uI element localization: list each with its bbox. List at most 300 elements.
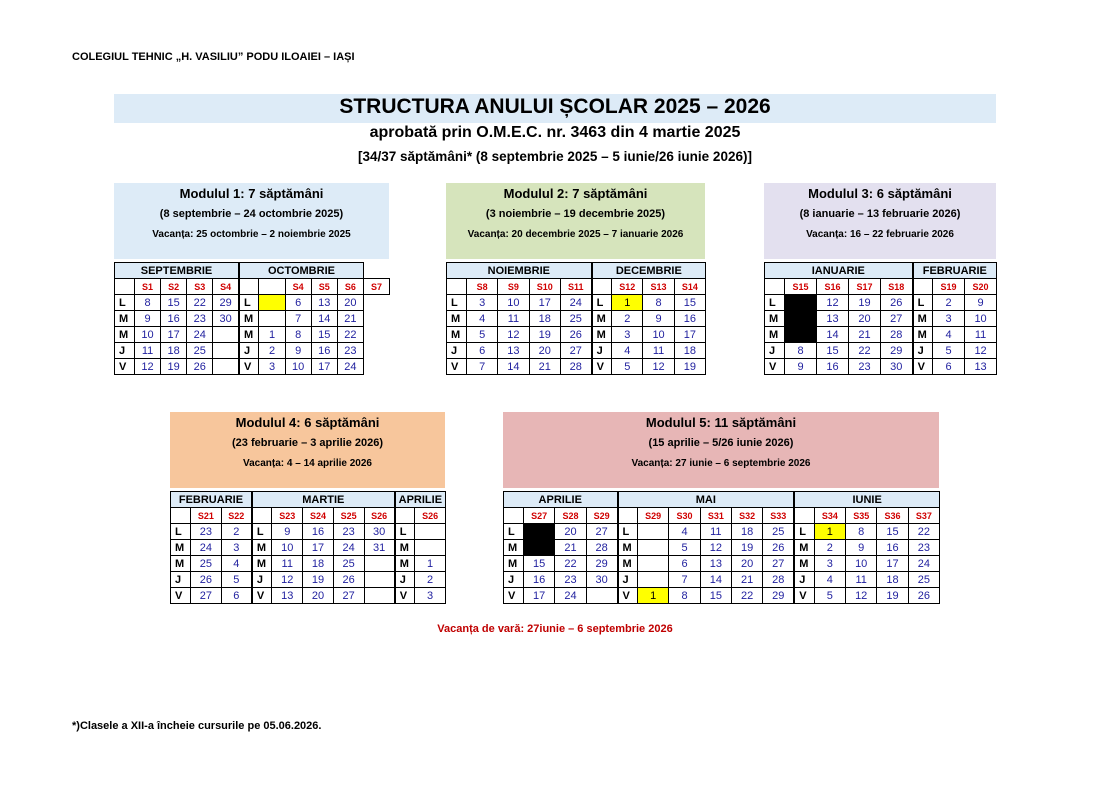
day-cell: 10 <box>846 556 877 572</box>
day-cell <box>785 295 817 311</box>
weekday-label: L <box>395 524 415 540</box>
weekday-label: M <box>171 540 191 556</box>
day-cell: 9 <box>285 343 311 359</box>
weekday-label: J <box>395 572 415 588</box>
weekday-label: M <box>395 540 415 556</box>
day-cell: 21 <box>732 572 763 588</box>
day-cell: 3 <box>259 359 285 375</box>
weekday-label: M <box>765 311 785 327</box>
weekday-label: M <box>913 311 933 327</box>
day-cell: 10 <box>135 327 161 343</box>
week-number: S9 <box>498 279 529 295</box>
day-cell: 10 <box>498 295 529 311</box>
day-cell: 18 <box>161 343 187 359</box>
week-number: S23 <box>272 508 303 524</box>
weekday-label: M <box>618 556 638 572</box>
module-5-header <box>503 412 939 488</box>
day-cell: 9 <box>135 311 161 327</box>
day-cell: 6 <box>285 295 311 311</box>
day-cell: 20 <box>529 343 560 359</box>
weekday-label: M <box>794 556 814 572</box>
day-cell <box>638 524 669 540</box>
calendar-module-1 <box>114 262 390 375</box>
week-number: S29 <box>586 508 617 524</box>
week-number: S26 <box>364 508 395 524</box>
day-cell: 20 <box>555 524 586 540</box>
day-cell: 2 <box>612 311 643 327</box>
summer-vacation: Vacanța de vară: 27iunie – 6 septembrie 2026 <box>437 623 673 635</box>
day-cell: 30 <box>213 311 239 327</box>
page-title: STRUCTURA ANULUI ȘCOLAR 2025 – 2026 <box>339 95 771 118</box>
module-1-header <box>114 183 389 259</box>
weekday-label: J <box>115 343 135 359</box>
day-cell: 22 <box>849 343 881 359</box>
day-cell: 3 <box>467 295 498 311</box>
weekday-label: M <box>447 327 467 343</box>
day-cell: 16 <box>524 572 555 588</box>
day-cell: 25 <box>763 524 794 540</box>
week-number <box>115 279 135 295</box>
day-cell: 1 <box>612 295 643 311</box>
day-cell: 28 <box>586 540 617 556</box>
day-cell: 30 <box>364 524 395 540</box>
day-cell: 17 <box>877 556 908 572</box>
school-name: COLEGIUL TEHNIC „H. VASILIU” PODU ILOAIEI – IAȘI <box>72 51 355 63</box>
weekday-label: V <box>794 588 814 604</box>
day-cell: 12 <box>700 540 731 556</box>
weekday-label: J <box>447 343 467 359</box>
week-number: S16 <box>817 279 849 295</box>
day-cell: 19 <box>877 588 908 604</box>
day-cell: 29 <box>213 295 239 311</box>
day-cell: 13 <box>498 343 529 359</box>
week-number: S20 <box>965 279 997 295</box>
week-number: S33 <box>763 508 794 524</box>
week-number: S3 <box>187 279 213 295</box>
day-cell: 13 <box>700 556 731 572</box>
month-header: OCTOMBRIE <box>239 263 363 279</box>
day-cell: 11 <box>498 311 529 327</box>
day-cell: 11 <box>700 524 731 540</box>
month-header: FEBRUARIE <box>171 492 252 508</box>
day-cell: 23 <box>555 572 586 588</box>
week-number: S29 <box>638 508 669 524</box>
week-number <box>794 508 814 524</box>
weekday-label: L <box>252 524 272 540</box>
day-cell: 19 <box>161 359 187 375</box>
weekday-label: V <box>171 588 191 604</box>
day-cell: 26 <box>908 588 939 604</box>
module-2-period: (3 noiembrie – 19 decembrie 2025) <box>485 208 666 220</box>
day-cell: 5 <box>669 540 700 556</box>
day-cell: 28 <box>560 359 591 375</box>
week-number: S15 <box>785 279 817 295</box>
weekday-label: J <box>239 343 259 359</box>
week-number: S31 <box>700 508 731 524</box>
day-cell: 26 <box>187 359 213 375</box>
day-cell: 9 <box>785 359 817 375</box>
weekday-label: J <box>252 572 272 588</box>
day-cell: 9 <box>965 295 997 311</box>
day-cell: 24 <box>187 327 213 343</box>
day-cell: 4 <box>669 524 700 540</box>
weekday-label: L <box>592 295 612 311</box>
module-1-vacation: Vacanța: 25 octombrie – 2 noiembrie 2025 <box>152 229 351 240</box>
weekday-label: V <box>115 359 135 375</box>
school-year-weeks: [34/37 săptămâni* (8 septembrie 2025 – 5 iunie/26 iunie 2026)] <box>358 149 752 164</box>
day-cell: 26 <box>763 540 794 556</box>
day-cell <box>638 556 669 572</box>
day-cell <box>213 327 239 343</box>
day-cell: 1 <box>814 524 845 540</box>
module-3-vacation: Vacanța: 16 – 22 februarie 2026 <box>806 229 954 240</box>
weekday-label: M <box>504 540 524 556</box>
day-cell <box>259 295 285 311</box>
day-cell: 2 <box>415 572 446 588</box>
week-number: S4 <box>285 279 311 295</box>
day-cell: 5 <box>814 588 845 604</box>
day-cell: 3 <box>814 556 845 572</box>
day-cell: 4 <box>612 343 643 359</box>
module-3-header <box>764 183 996 259</box>
day-cell <box>364 588 395 604</box>
weekday-label: V <box>447 359 467 375</box>
day-cell: 8 <box>135 295 161 311</box>
day-cell: 10 <box>643 327 674 343</box>
day-cell: 4 <box>933 327 965 343</box>
week-number: S32 <box>732 508 763 524</box>
day-cell: 3 <box>933 311 965 327</box>
calendar-module-3 <box>764 262 997 375</box>
day-cell: 8 <box>669 588 700 604</box>
day-cell: 26 <box>881 295 913 311</box>
week-number: S17 <box>849 279 881 295</box>
day-cell: 2 <box>814 540 845 556</box>
day-cell: 17 <box>311 359 337 375</box>
day-cell: 9 <box>846 540 877 556</box>
week-number: S4 <box>213 279 239 295</box>
day-cell: 9 <box>643 311 674 327</box>
week-number: S18 <box>881 279 913 295</box>
day-cell: 26 <box>560 327 591 343</box>
weekday-label: J <box>592 343 612 359</box>
day-cell <box>415 540 446 556</box>
day-cell <box>638 572 669 588</box>
day-cell: 6 <box>933 359 965 375</box>
day-cell: 13 <box>965 359 997 375</box>
weekday-label: L <box>504 524 524 540</box>
day-cell: 24 <box>560 295 591 311</box>
day-cell: 3 <box>415 588 446 604</box>
day-cell <box>364 556 395 572</box>
day-cell: 5 <box>221 572 252 588</box>
week-number: S14 <box>674 279 705 295</box>
day-cell: 10 <box>965 311 997 327</box>
day-cell: 7 <box>669 572 700 588</box>
weekday-label: M <box>447 311 467 327</box>
weekday-label: L <box>765 295 785 311</box>
month-header: APRILIE <box>504 492 618 508</box>
day-cell: 8 <box>643 295 674 311</box>
week-number: S1 <box>135 279 161 295</box>
day-cell: 19 <box>674 359 705 375</box>
day-cell: 14 <box>700 572 731 588</box>
day-cell: 10 <box>272 540 303 556</box>
month-header: DECEMBRIE <box>592 263 706 279</box>
day-cell: 4 <box>814 572 845 588</box>
day-cell: 28 <box>763 572 794 588</box>
day-cell: 22 <box>908 524 939 540</box>
calendar-module-2 <box>446 262 706 375</box>
week-number: S26 <box>415 508 446 524</box>
day-cell: 20 <box>303 588 334 604</box>
day-cell: 19 <box>849 295 881 311</box>
week-number <box>913 279 933 295</box>
weekday-label: V <box>913 359 933 375</box>
day-cell: 23 <box>333 524 364 540</box>
day-cell: 7 <box>467 359 498 375</box>
day-cell: 24 <box>333 540 364 556</box>
weekday-label: L <box>794 524 814 540</box>
day-cell: 18 <box>877 572 908 588</box>
day-cell: 26 <box>333 572 364 588</box>
weekday-label: J <box>171 572 191 588</box>
day-cell: 17 <box>303 540 334 556</box>
weekday-label: J <box>504 572 524 588</box>
week-number: S6 <box>337 279 363 295</box>
module-2-header <box>446 183 705 259</box>
day-cell: 16 <box>311 343 337 359</box>
week-number <box>504 508 524 524</box>
day-cell: 15 <box>311 327 337 343</box>
day-cell: 16 <box>303 524 334 540</box>
day-cell: 27 <box>586 524 617 540</box>
day-cell <box>586 588 617 604</box>
day-cell: 24 <box>555 588 586 604</box>
day-cell: 12 <box>498 327 529 343</box>
weekday-label: M <box>252 540 272 556</box>
module-1-title: Modulul 1: 7 săptămâni <box>179 186 324 201</box>
weekday-label: J <box>765 343 785 359</box>
day-cell: 14 <box>817 327 849 343</box>
week-number: S34 <box>814 508 845 524</box>
week-number: S12 <box>612 279 643 295</box>
day-cell <box>259 311 285 327</box>
week-number: S10 <box>529 279 560 295</box>
weekday-label: V <box>618 588 638 604</box>
day-cell: 1 <box>259 327 285 343</box>
month-header: IUNIE <box>794 492 939 508</box>
day-cell: 5 <box>467 327 498 343</box>
day-cell: 19 <box>303 572 334 588</box>
month-header: NOIEMBRIE <box>447 263 592 279</box>
calendar-module-4 <box>170 491 446 604</box>
week-number: S25 <box>333 508 364 524</box>
day-cell: 13 <box>817 311 849 327</box>
week-number <box>765 279 785 295</box>
weekday-label: M <box>395 556 415 572</box>
week-number <box>618 508 638 524</box>
day-cell: 17 <box>161 327 187 343</box>
day-cell: 23 <box>187 311 213 327</box>
day-cell: 5 <box>933 343 965 359</box>
day-cell: 22 <box>337 327 363 343</box>
weekday-label: L <box>115 295 135 311</box>
module-4-header <box>170 412 445 488</box>
weekday-label: J <box>794 572 814 588</box>
weekday-label: V <box>765 359 785 375</box>
day-cell: 30 <box>586 572 617 588</box>
day-cell: 15 <box>674 295 705 311</box>
day-cell: 3 <box>221 540 252 556</box>
day-cell: 16 <box>877 540 908 556</box>
weekday-label: L <box>618 524 638 540</box>
day-cell: 17 <box>524 588 555 604</box>
day-cell: 27 <box>333 588 364 604</box>
day-cell: 8 <box>285 327 311 343</box>
weekday-label: V <box>592 359 612 375</box>
day-cell: 16 <box>161 311 187 327</box>
weekday-label: M <box>171 556 191 572</box>
day-cell: 6 <box>221 588 252 604</box>
day-cell: 13 <box>272 588 303 604</box>
month-header: MARTIE <box>252 492 395 508</box>
weekday-label: V <box>504 588 524 604</box>
month-header: SEPTEMBRIE <box>115 263 239 279</box>
day-cell: 27 <box>881 311 913 327</box>
day-cell: 2 <box>221 524 252 540</box>
day-cell: 21 <box>555 540 586 556</box>
weekday-label: L <box>447 295 467 311</box>
day-cell: 3 <box>612 327 643 343</box>
day-cell: 11 <box>135 343 161 359</box>
day-cell: 4 <box>467 311 498 327</box>
module-4-period: (23 februarie – 3 aprilie 2026) <box>231 437 384 449</box>
day-cell: 22 <box>555 556 586 572</box>
day-cell: 4 <box>221 556 252 572</box>
day-cell <box>524 524 555 540</box>
day-cell: 5 <box>612 359 643 375</box>
day-cell: 15 <box>700 588 731 604</box>
day-cell: 8 <box>846 524 877 540</box>
module-1-period: (8 septembrie – 24 octombrie 2025) <box>159 208 344 220</box>
day-cell: 14 <box>498 359 529 375</box>
day-cell: 19 <box>732 540 763 556</box>
day-cell: 12 <box>965 343 997 359</box>
day-cell: 31 <box>364 540 395 556</box>
week-number: S22 <box>221 508 252 524</box>
module-3-title: Modulul 3: 6 săptămâni <box>808 186 952 201</box>
day-cell: 22 <box>187 295 213 311</box>
module-5-title: Modulul 5: 11 săptămâni <box>645 415 797 430</box>
page-subtitle: aprobată prin O.M.E.C. nr. 3463 din 4 martie 2025 <box>369 124 741 141</box>
day-cell <box>415 524 446 540</box>
weekday-label: L <box>913 295 933 311</box>
week-number: S21 <box>191 508 222 524</box>
week-number <box>395 508 415 524</box>
weekday-label: V <box>239 359 259 375</box>
day-cell: 10 <box>285 359 311 375</box>
day-cell: 23 <box>849 359 881 375</box>
day-cell: 18 <box>529 311 560 327</box>
day-cell: 18 <box>303 556 334 572</box>
day-cell: 21 <box>337 311 363 327</box>
module-3-period: (8 ianuarie – 13 februarie 2026) <box>799 208 961 220</box>
day-cell: 29 <box>881 343 913 359</box>
weekday-label: M <box>618 540 638 556</box>
day-cell: 12 <box>817 295 849 311</box>
day-cell: 18 <box>674 343 705 359</box>
week-number: S28 <box>555 508 586 524</box>
day-cell: 2 <box>259 343 285 359</box>
week-number <box>171 508 191 524</box>
day-cell: 11 <box>272 556 303 572</box>
week-number: S2 <box>161 279 187 295</box>
month-header: FEBRUARIE <box>913 263 997 279</box>
week-number: S11 <box>560 279 591 295</box>
day-cell: 15 <box>877 524 908 540</box>
day-cell: 21 <box>849 327 881 343</box>
week-number: S5 <box>311 279 337 295</box>
weekday-label: M <box>765 327 785 343</box>
day-cell: 9 <box>272 524 303 540</box>
day-cell <box>213 359 239 375</box>
day-cell: 20 <box>732 556 763 572</box>
day-cell <box>785 327 817 343</box>
day-cell: 12 <box>135 359 161 375</box>
weekday-label: M <box>794 540 814 556</box>
week-number: S24 <box>303 508 334 524</box>
day-cell: 2 <box>933 295 965 311</box>
day-cell: 11 <box>643 343 674 359</box>
weekday-label: V <box>395 588 415 604</box>
weekday-label: J <box>618 572 638 588</box>
week-number: S19 <box>933 279 965 295</box>
day-cell: 1 <box>415 556 446 572</box>
weekday-label: V <box>252 588 272 604</box>
week-number: S36 <box>877 508 908 524</box>
footnote: *)Clasele a XII-a încheie cursurile pe 05.06.2026. <box>72 720 322 732</box>
day-cell: 15 <box>524 556 555 572</box>
module-2-title: Modulul 2: 7 săptămâni <box>503 186 648 201</box>
day-cell: 13 <box>311 295 337 311</box>
week-number <box>239 279 259 295</box>
day-cell: 29 <box>763 588 794 604</box>
day-cell: 11 <box>965 327 997 343</box>
weekday-label: M <box>504 556 524 572</box>
module-4-vacation: Vacanța: 4 – 14 aprilie 2026 <box>243 458 372 469</box>
day-cell <box>213 343 239 359</box>
week-number: S7 <box>363 279 389 295</box>
month-header: MAI <box>618 492 795 508</box>
weekday-label: M <box>239 311 259 327</box>
calendar-module-5 <box>503 491 940 604</box>
day-cell: 7 <box>285 311 311 327</box>
weekday-label: M <box>592 311 612 327</box>
day-cell: 6 <box>467 343 498 359</box>
weekday-label: L <box>171 524 191 540</box>
month-header: IANUARIE <box>765 263 913 279</box>
day-cell: 29 <box>586 556 617 572</box>
day-cell: 18 <box>732 524 763 540</box>
day-cell: 12 <box>272 572 303 588</box>
week-number: S8 <box>467 279 498 295</box>
day-cell: 26 <box>191 572 222 588</box>
weekday-label: M <box>115 327 135 343</box>
day-cell: 14 <box>311 311 337 327</box>
module-5-period: (15 aprilie – 5/26 iunie 2026) <box>648 437 794 449</box>
day-cell: 27 <box>191 588 222 604</box>
